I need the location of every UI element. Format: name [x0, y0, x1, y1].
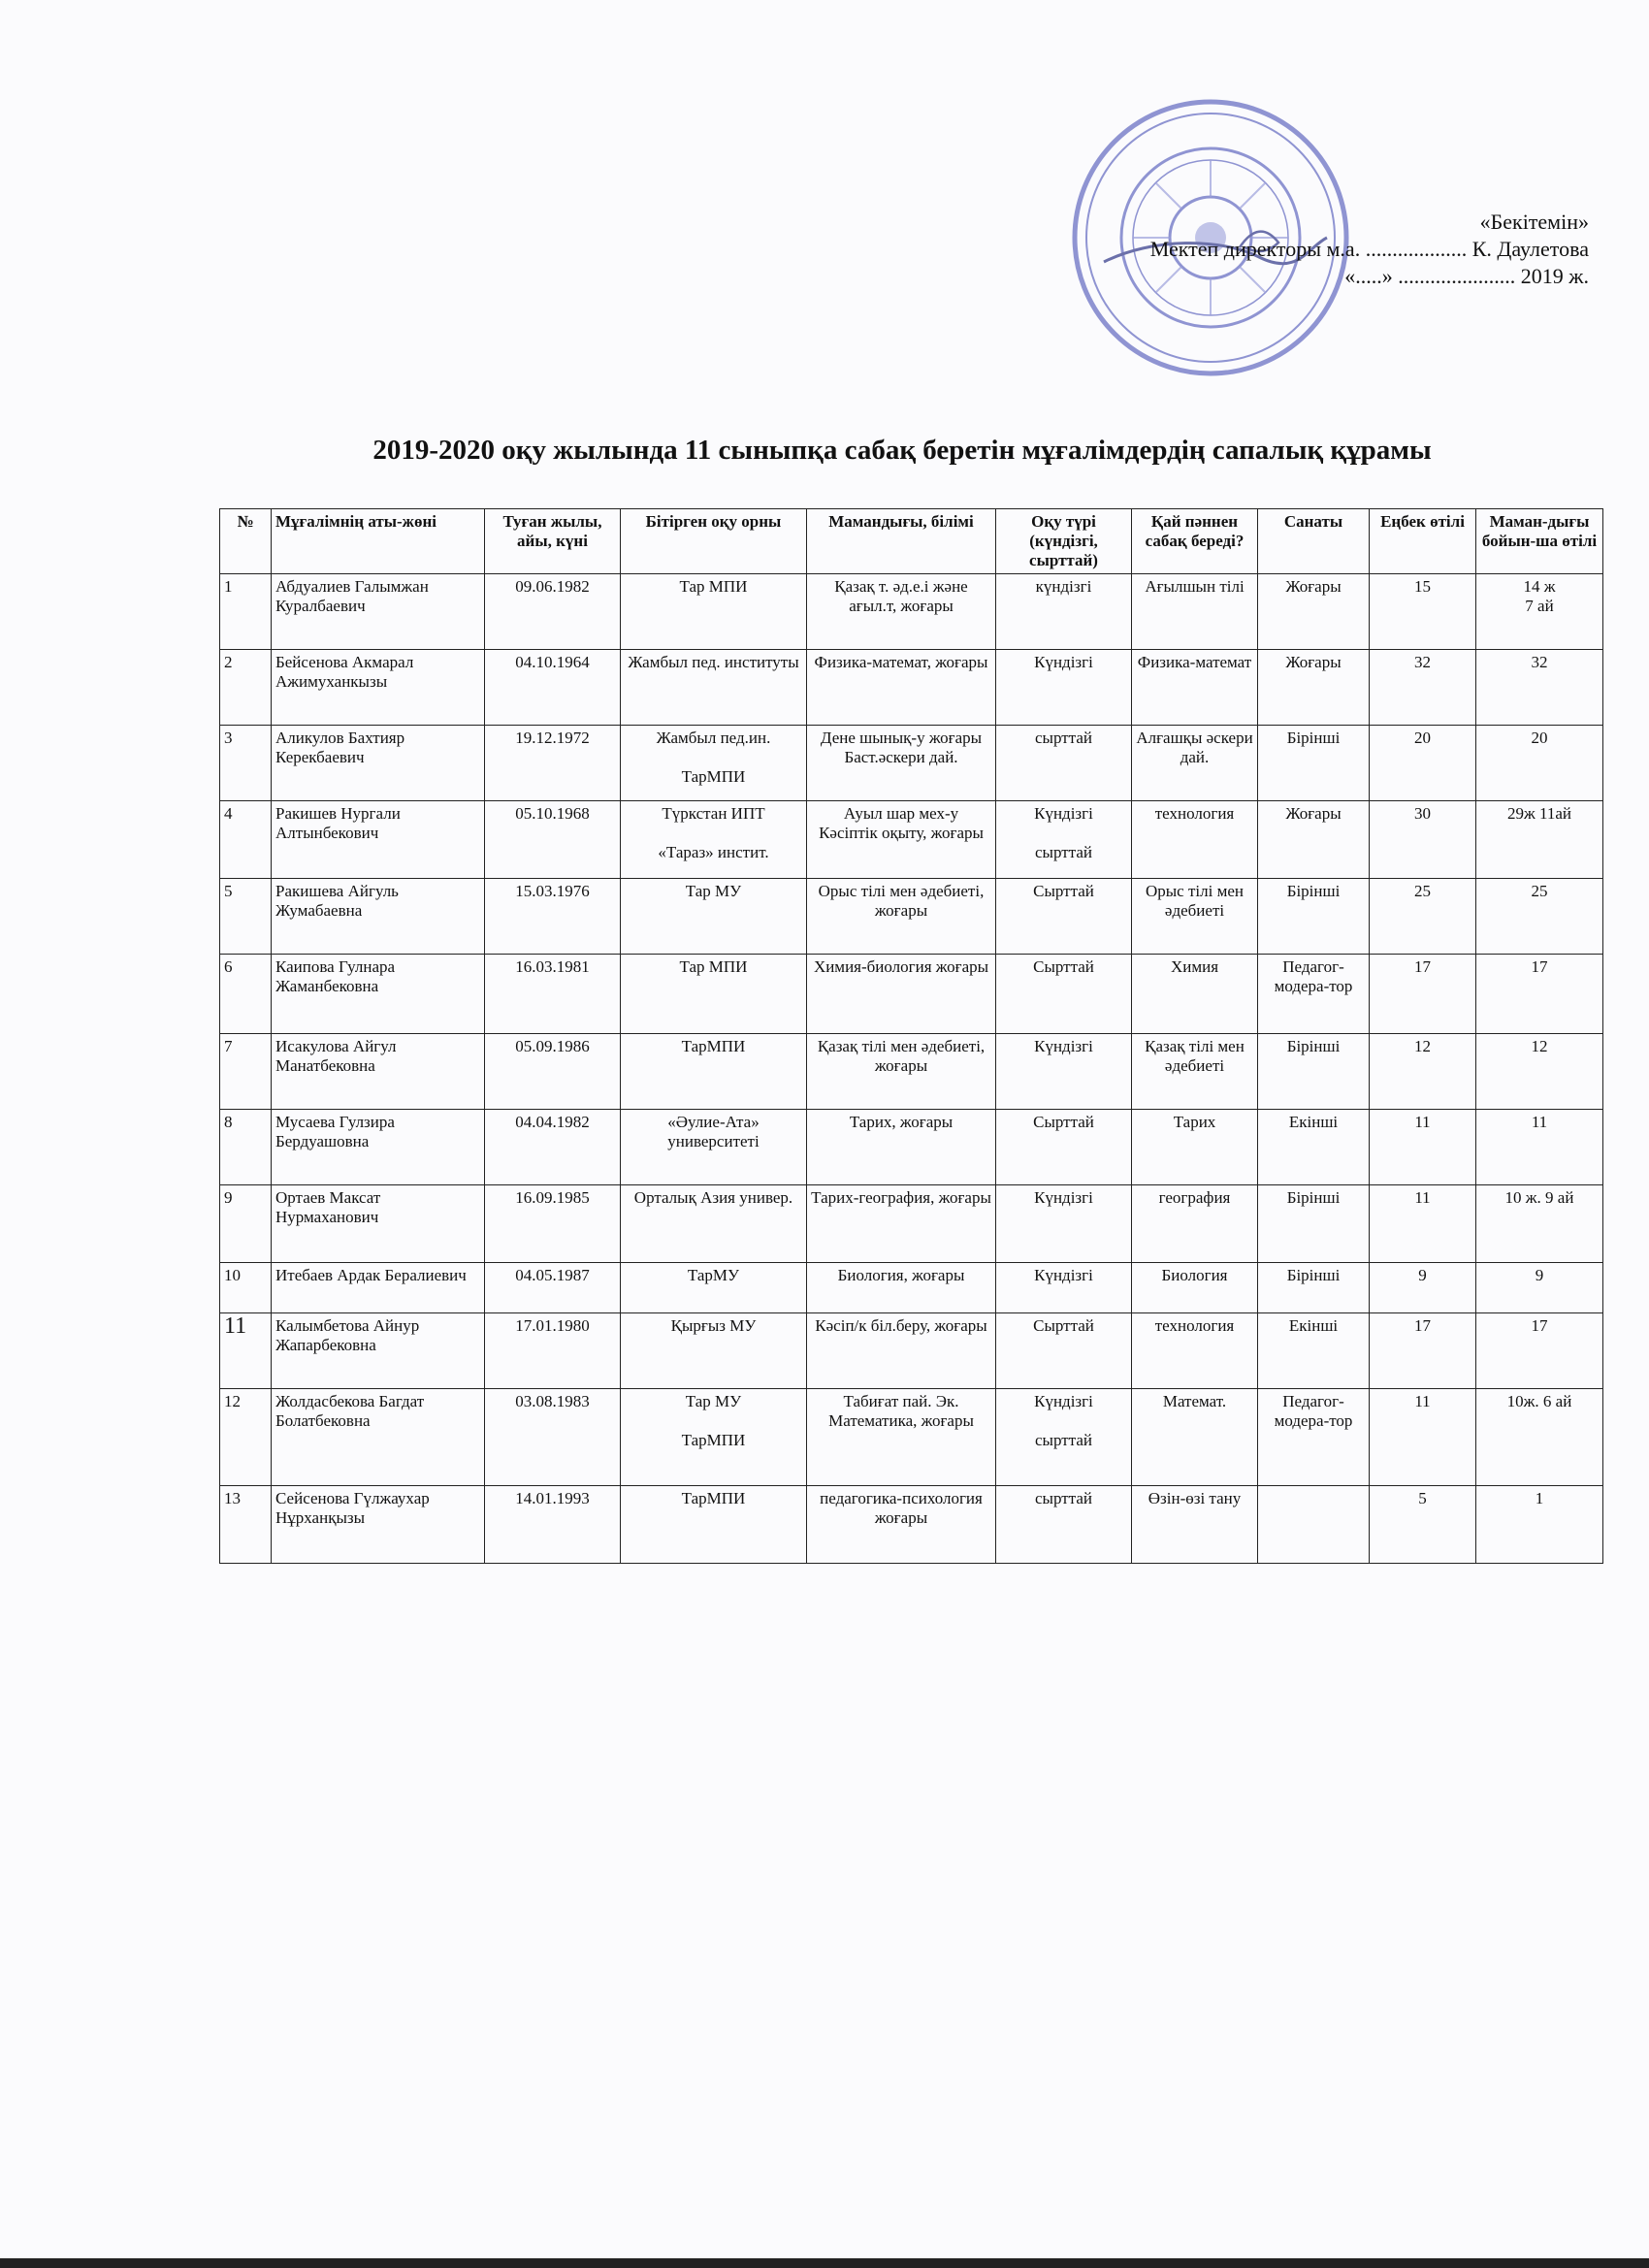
- cell-category: Жоғары: [1258, 801, 1370, 879]
- cell-birth: 03.08.1983: [485, 1389, 621, 1486]
- cell-birth: 16.09.1985: [485, 1185, 621, 1263]
- cell-num: 6: [220, 955, 272, 1034]
- table-row: [220, 1185, 1603, 1263]
- table-row: [220, 574, 1603, 650]
- cell-name: Исакулова Айгул Манатбековна: [272, 1034, 485, 1110]
- cell-work-exp: 9: [1370, 1263, 1476, 1313]
- document-title: 2019-2020 оқу жылында 11 сыныпқа сабақ беретін мұғалімдердің сапалық құрамы: [372, 435, 1432, 466]
- cell-specialty: Биология, жоғары: [807, 1263, 996, 1313]
- header-specialty: Мамандығы, білімі: [807, 509, 996, 574]
- cell-work-exp: 17: [1370, 1313, 1476, 1389]
- cell-study-form: Күндізгі сырттай: [996, 1389, 1132, 1486]
- cell-specialty: педагогика-психология жоғары: [807, 1486, 996, 1564]
- cell-spec-exp: 12: [1476, 1034, 1603, 1110]
- cell-study-form: Сырттай: [996, 1110, 1132, 1185]
- cell-work-exp: 11: [1370, 1185, 1476, 1263]
- cell-spec-exp: 11: [1476, 1110, 1603, 1185]
- cell-study-form: Күндізгі: [996, 1034, 1132, 1110]
- cell-num: 11: [220, 1313, 272, 1389]
- header-birth: Туған жылы, айы, күні: [485, 509, 621, 574]
- cell-study-form: Сырттай: [996, 879, 1132, 955]
- cell-num: 4: [220, 801, 272, 879]
- cell-num: 2: [220, 650, 272, 726]
- teachers-table: [219, 508, 1603, 1564]
- scan-edge-strip: [0, 2258, 1649, 2268]
- header-work-exp: Еңбек өтілі: [1370, 509, 1476, 574]
- header-subject: Қай пәннен сабақ береді?: [1132, 509, 1258, 574]
- cell-school: Қырғыз МУ: [621, 1313, 807, 1389]
- table-row: [220, 1486, 1603, 1564]
- cell-spec-exp: 1: [1476, 1486, 1603, 1564]
- cell-study-form: Күндізгі: [996, 1263, 1132, 1313]
- cell-spec-exp: 10 ж. 9 ай: [1476, 1185, 1603, 1263]
- cell-spec-exp: 14 ж 7 ай: [1476, 574, 1603, 650]
- cell-num: 9: [220, 1185, 272, 1263]
- cell-work-exp: 11: [1370, 1110, 1476, 1185]
- cell-category: Педагог-модера-тор: [1258, 955, 1370, 1034]
- cell-category: Жоғары: [1258, 650, 1370, 726]
- cell-category: Бірінші: [1258, 1185, 1370, 1263]
- cell-subject: технология: [1132, 801, 1258, 879]
- cell-name: Ракишева Айгуль Жумабаевна: [272, 879, 485, 955]
- cell-name: Ортаев Максат Нурмаханович: [272, 1185, 485, 1263]
- table-row: [220, 650, 1603, 726]
- cell-specialty: Қазақ тілі мен әдебиеті, жоғары: [807, 1034, 996, 1110]
- cell-category: Екінші: [1258, 1313, 1370, 1389]
- cell-specialty: Орыс тілі мен әдебиеті, жоғары: [807, 879, 996, 955]
- cell-subject: Ағылшын тілі: [1132, 574, 1258, 650]
- cell-name: Калымбетова Айнур Жапарбековна: [272, 1313, 485, 1389]
- cell-school: Жамбыл пед. институты: [621, 650, 807, 726]
- cell-work-exp: 25: [1370, 879, 1476, 955]
- cell-study-form: сырттай: [996, 726, 1132, 801]
- cell-birth: 19.12.1972: [485, 726, 621, 801]
- cell-school: Тар МПИ: [621, 955, 807, 1034]
- table-row: [220, 1110, 1603, 1185]
- cell-birth: 17.01.1980: [485, 1313, 621, 1389]
- cell-specialty: Табиғат пай. Эк. Математика, жоғары: [807, 1389, 996, 1486]
- cell-num: 8: [220, 1110, 272, 1185]
- cell-num: 12: [220, 1389, 272, 1486]
- cell-spec-exp: 32: [1476, 650, 1603, 726]
- header-study-form: Оқу түрі (күндізгі, сырттай): [996, 509, 1132, 574]
- cell-category: Педагог-модера-тор: [1258, 1389, 1370, 1486]
- table-row: [220, 1034, 1603, 1110]
- approval-director-line: Мектеп директоры м.а. ................... К. Даулетова: [1149, 237, 1589, 261]
- cell-school: Түркстан ИПТ «Тараз» инстит.: [621, 801, 807, 879]
- cell-num: 3: [220, 726, 272, 801]
- cell-subject: Химия: [1132, 955, 1258, 1034]
- cell-work-exp: 20: [1370, 726, 1476, 801]
- header-num: №: [220, 509, 272, 574]
- cell-work-exp: 12: [1370, 1034, 1476, 1110]
- cell-study-form: сырттай: [996, 1486, 1132, 1564]
- cell-work-exp: 11: [1370, 1389, 1476, 1486]
- table-row: [220, 1389, 1603, 1486]
- cell-num: 7: [220, 1034, 272, 1110]
- approval-date-line: «.....» ...................... 2019 ж.: [1344, 264, 1589, 288]
- cell-num: 10: [220, 1263, 272, 1313]
- cell-school: Тар МПИ: [621, 574, 807, 650]
- cell-study-form: күндізгі: [996, 574, 1132, 650]
- cell-category: Бірінші: [1258, 1263, 1370, 1313]
- cell-birth: 14.01.1993: [485, 1486, 621, 1564]
- cell-subject: Алғашқы әскери дай.: [1132, 726, 1258, 801]
- cell-school: ТарМУ: [621, 1263, 807, 1313]
- cell-specialty: Ауыл шар мех-у Кәсіптік оқыту, жоғары: [807, 801, 996, 879]
- approval-block: [1150, 209, 1589, 290]
- header-spec-exp: Маман-дығы бойын-ша өтілі: [1476, 509, 1603, 574]
- cell-school: ТарМПИ: [621, 1486, 807, 1564]
- cell-work-exp: 30: [1370, 801, 1476, 879]
- cell-spec-exp: 29ж 11ай: [1476, 801, 1603, 879]
- cell-name: Бейсенова Акмарал Ажимуханкызы: [272, 650, 485, 726]
- cell-subject: Тарих: [1132, 1110, 1258, 1185]
- table-row: [220, 801, 1603, 879]
- cell-specialty: Тарих, жоғары: [807, 1110, 996, 1185]
- cell-work-exp: 5: [1370, 1486, 1476, 1564]
- cell-subject: Орыс тілі мен әдебиеті: [1132, 879, 1258, 955]
- cell-school: Тар МУ: [621, 879, 807, 955]
- cell-study-form: Күндізгі: [996, 1185, 1132, 1263]
- cell-study-form: Күндізгі сырттай: [996, 801, 1132, 879]
- header-school: Бітірген оқу орны: [621, 509, 807, 574]
- cell-subject: Математ.: [1132, 1389, 1258, 1486]
- cell-study-form: Сырттай: [996, 1313, 1132, 1389]
- cell-school: ТарМПИ: [621, 1034, 807, 1110]
- cell-category: Жоғары: [1258, 574, 1370, 650]
- cell-category: Екінші: [1258, 1110, 1370, 1185]
- cell-school: Жамбыл пед.ин. ТарМПИ: [621, 726, 807, 801]
- cell-category: Бірінші: [1258, 1034, 1370, 1110]
- cell-subject: Физика-математ: [1132, 650, 1258, 726]
- cell-num: 5: [220, 879, 272, 955]
- header-name: Мұғалімнің аты-жөні: [272, 509, 485, 574]
- cell-birth: 05.10.1968: [485, 801, 621, 879]
- cell-birth: 05.09.1986: [485, 1034, 621, 1110]
- cell-subject: технология: [1132, 1313, 1258, 1389]
- cell-specialty: Дене шынық-у жоғары Баст.әскери дай.: [807, 726, 996, 801]
- cell-study-form: Сырттай: [996, 955, 1132, 1034]
- cell-name: Ракишев Нургали Алтынбекович: [272, 801, 485, 879]
- cell-birth: 09.06.1982: [485, 574, 621, 650]
- cell-specialty: Қазақ т. әд.е.і және ағыл.т, жоғары: [807, 574, 996, 650]
- cell-spec-exp: 25: [1476, 879, 1603, 955]
- cell-specialty: Тарих-география, жоғары: [807, 1185, 996, 1263]
- approval-heading: «Бекітемін»: [1479, 210, 1589, 234]
- cell-name: Жолдасбекова Багдат Болатбековна: [272, 1389, 485, 1486]
- cell-specialty: Кәсіп/к біл.беру, жоғары: [807, 1313, 996, 1389]
- cell-category: Бірінші: [1258, 879, 1370, 955]
- header-category: Санаты: [1258, 509, 1370, 574]
- cell-school: «Әулие-Ата» университеті: [621, 1110, 807, 1185]
- cell-subject: Биология: [1132, 1263, 1258, 1313]
- cell-subject: Өзін-өзі тану: [1132, 1486, 1258, 1564]
- cell-school: Тар МУ ТарМПИ: [621, 1389, 807, 1486]
- cell-category: [1258, 1486, 1370, 1564]
- cell-name: Мусаева Гулзира Бердуашовна: [272, 1110, 485, 1185]
- cell-spec-exp: 17: [1476, 1313, 1603, 1389]
- cell-birth: 04.05.1987: [485, 1263, 621, 1313]
- cell-subject: география: [1132, 1185, 1258, 1263]
- cell-spec-exp: 20: [1476, 726, 1603, 801]
- cell-spec-exp: 9: [1476, 1263, 1603, 1313]
- cell-birth: 16.03.1981: [485, 955, 621, 1034]
- table-row: [220, 879, 1603, 955]
- cell-name: Каипова Гулнара Жаманбековна: [272, 955, 485, 1034]
- table-header-row: [220, 509, 1603, 574]
- table-row: [220, 1263, 1603, 1313]
- cell-birth: 04.04.1982: [485, 1110, 621, 1185]
- cell-spec-exp: 17: [1476, 955, 1603, 1034]
- cell-num: 13: [220, 1486, 272, 1564]
- cell-study-form: Күндізгі: [996, 650, 1132, 726]
- cell-name: Абдуалиев Галымжан Куралбаевич: [272, 574, 485, 650]
- table-row: [220, 726, 1603, 801]
- cell-name: Аликулов Бахтияр Керекбаевич: [272, 726, 485, 801]
- cell-birth: 15.03.1976: [485, 879, 621, 955]
- cell-num: 1: [220, 574, 272, 650]
- cell-subject: Қазақ тілі мен әдебиеті: [1132, 1034, 1258, 1110]
- cell-birth: 04.10.1964: [485, 650, 621, 726]
- cell-name: Итебаев Ардак Бералиевич: [272, 1263, 485, 1313]
- cell-specialty: Химия-биология жоғары: [807, 955, 996, 1034]
- cell-spec-exp: 10ж. 6 ай: [1476, 1389, 1603, 1486]
- cell-category: Бірінші: [1258, 726, 1370, 801]
- cell-specialty: Физика-математ, жоғары: [807, 650, 996, 726]
- cell-name: Сейсенова Гүлжаухар Нұрханқызы: [272, 1486, 485, 1564]
- table-row: [220, 1313, 1603, 1389]
- table-row: [220, 955, 1603, 1034]
- cell-work-exp: 32: [1370, 650, 1476, 726]
- cell-work-exp: 17: [1370, 955, 1476, 1034]
- cell-work-exp: 15: [1370, 574, 1476, 650]
- cell-school: Орталық Азия универ.: [621, 1185, 807, 1263]
